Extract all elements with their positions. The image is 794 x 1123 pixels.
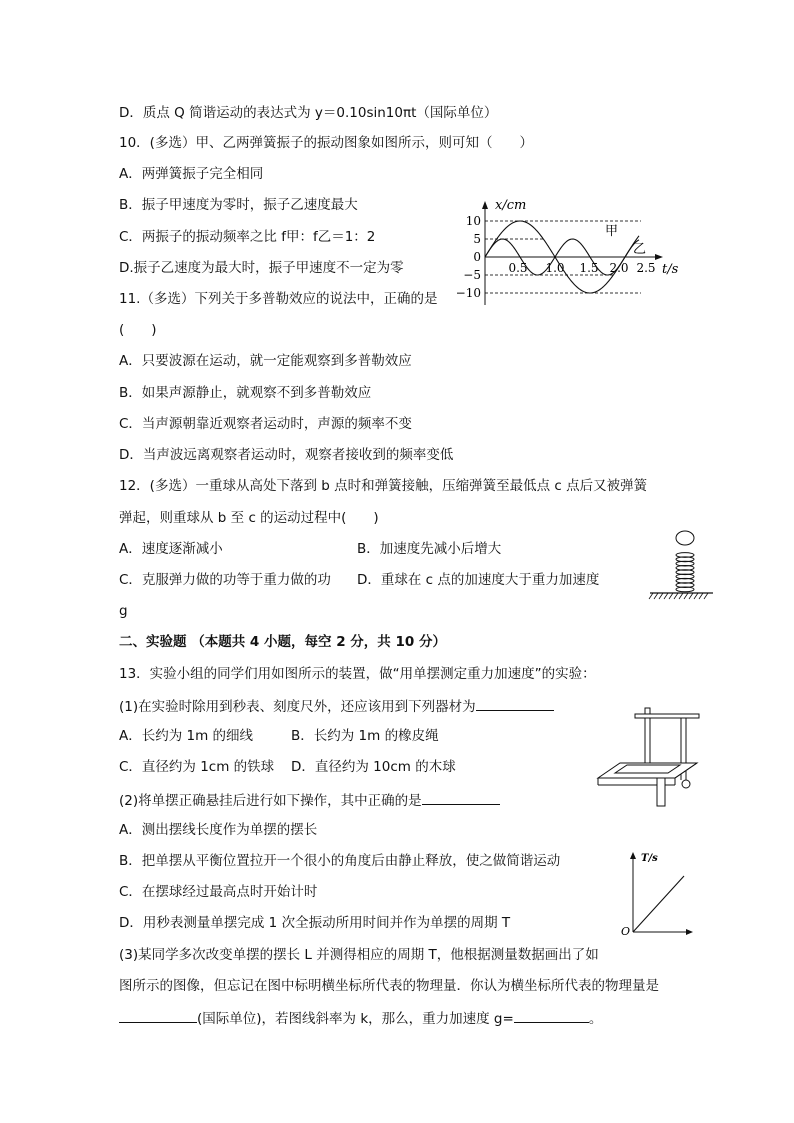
answer-blank-3[interactable]: [119, 1008, 197, 1023]
q13-stem: 13．实验小组的同学们用如图所示的装置，做“用单摆测定重力加速度”的实验：: [119, 666, 596, 682]
x-tick-label: 0.5: [508, 261, 528, 275]
x-tick-label: 2.5: [636, 261, 656, 275]
t-axis-arrow-icon: [655, 254, 663, 260]
q13-part2-option-c: C．在摆球经过最高点时开始计时: [119, 884, 318, 900]
q13-part2: [119, 790, 500, 810]
graph-origin-label: O: [621, 925, 631, 938]
hatch-line: [704, 593, 708, 599]
q13-option-d: D．直径约为 10cm 的木球: [291, 759, 456, 775]
y-tick-label: 5: [473, 232, 481, 246]
graph-y-arrow-icon: [630, 852, 636, 859]
q13-part3-text: (国际单位)，若图线斜率为 k，那么，重力加速度 g=: [197, 1011, 514, 1027]
pendulum-apparatus-figure: [595, 705, 705, 810]
q13-part1-text: (1)在实验时除用到秒表、刻度尺外，还应该用到下列器材为: [119, 699, 476, 715]
pendulum-bob: [682, 780, 690, 788]
q10-option-d: D.振子乙速度为最大时，振子甲速度不一定为零: [119, 260, 404, 276]
q13-part3-cont: 图所示的图像，但忘记在图中标明横坐标所代表的物理量．你认为横坐标所代表的物理量是: [119, 978, 659, 994]
table-leg: [657, 778, 665, 806]
series-yi-label: 乙: [633, 242, 647, 257]
q11-bracket: ( ): [119, 322, 157, 338]
section-heading: 二、实验题 （本题共 4 小题，每空 2 分，共 10 分）: [119, 634, 446, 650]
x-tick-label: 1.0: [545, 261, 565, 275]
hatch-line: [684, 593, 688, 599]
hatch-line: [659, 593, 663, 599]
y-tick-label: −5: [463, 268, 481, 282]
vibration-graph: [455, 195, 685, 310]
series-jia-label: 甲: [605, 224, 619, 239]
y-tick-label: 0: [473, 250, 481, 264]
q13-part3-answer-line: [119, 1008, 602, 1028]
q12-option-a: A．速度逐渐减小: [119, 541, 223, 557]
hatch-line: [694, 593, 698, 599]
ball: [676, 531, 694, 545]
hatch-line: [654, 593, 658, 599]
q13-part2-option-b: B．把单摆从平衡位置拉开一个很小的角度后由静止释放，使之做简谐运动: [119, 853, 561, 869]
answer-blank-4[interactable]: [514, 1008, 589, 1023]
q10-option-a: A．两弹簧振子完全相同: [119, 166, 264, 182]
answer-blank-1[interactable]: [476, 696, 554, 711]
q11-option-c: C．当声源朝靠近观察者运动时，声源的频率不变: [119, 416, 412, 432]
y-tick-label: 10: [465, 214, 481, 228]
y-tick-label: −10: [455, 286, 481, 300]
hatch-line: [664, 593, 668, 599]
clamp-plate: [615, 765, 680, 773]
q11-stem: 11.（多选）下列关于多普勒效应的说法中，正确的是: [119, 291, 438, 307]
q9-option-d: D．质点 Q 简谐运动的表达式为 y＝0.10sin10πt（国际单位）: [119, 105, 498, 121]
q12-stem: 12．(多选）一重球从高处下落到 b 点时和弹簧接触，压缩弹簧至最低点 c 点后又被弹簧: [119, 478, 648, 494]
q13-option-b: B．长约为 1m 的橡皮绳: [291, 728, 439, 744]
q10-option-c: C．两振子的振动频率之比 f甲：f乙＝1：2: [119, 229, 376, 245]
q13-part1: [119, 696, 554, 716]
q12-option-d-cont: g: [119, 603, 128, 619]
q12-stem-cont: 弹起，则重球从 b 至 c 的运动过程中( ): [119, 510, 379, 526]
graph-y-label: T/s: [641, 853, 658, 864]
graph-x-arrow-icon: [686, 929, 693, 935]
y-axis-label: x/cm: [495, 198, 527, 213]
q12-option-b: B．加速度先减小后增大: [357, 541, 502, 557]
ball-spring-figure: [645, 525, 715, 605]
ground-hatch: [649, 593, 708, 599]
q13-option-a: A．长约为 1m 的细线: [119, 728, 254, 744]
q13-part2-option-d: D．用秒表测量单摆完成 1 次全振动所用时间并作为单摆的周期 T: [119, 915, 511, 931]
hatch-line: [679, 593, 683, 599]
stand-crossbar: [635, 714, 699, 718]
q13-part2-option-a: A．测出摆线长度作为单摆的摆长: [119, 822, 318, 838]
q11-option-b: B．如果声源静止，就观察不到多普勒效应: [119, 385, 372, 401]
hatch-line: [649, 593, 653, 599]
x-axis-arrow-icon: [482, 201, 488, 209]
q12-option-d: D．重球在 c 点的加速度大于重力加速度: [357, 572, 600, 588]
q10-stem: 10．(多选）甲、乙两弹簧振子的振动图象如图所示，则可知（ ）: [119, 135, 533, 151]
q13-option-c: C．直径约为 1cm 的铁球: [119, 759, 275, 775]
hatch-line: [689, 593, 693, 599]
answer-blank-2[interactable]: [422, 790, 500, 805]
graph-line: [633, 876, 684, 932]
hatch-line: [699, 593, 703, 599]
hatch-line: [669, 593, 673, 599]
q11-option-d: D．当声波远离观察者运动时，观察者接收到的频率变低: [119, 447, 454, 463]
x-tick-label: 2.0: [609, 261, 629, 275]
q11-option-a: A．只要波源在运动，就一定能观察到多普勒效应: [119, 353, 412, 369]
q10-option-b: B．振子甲速度为零时，振子乙速度最大: [119, 197, 358, 213]
q13-part3: (3)某同学多次改变单摆的摆长 L 并测得相应的周期 T，他根据测量数据画出了如: [119, 947, 599, 963]
period-mark: 。: [588, 1011, 603, 1027]
q12-option-c: C．克服弹力做的功等于重力做的功: [119, 572, 331, 588]
spring: [676, 553, 694, 592]
period-graph: [618, 848, 693, 938]
x-axis-label: t/s: [662, 262, 679, 277]
q13-part2-text: (2)将单摆正确悬挂后进行如下操作，其中正确的是: [119, 793, 422, 809]
hatch-line: [674, 593, 678, 599]
x-tick-label: 1.5: [579, 261, 599, 275]
